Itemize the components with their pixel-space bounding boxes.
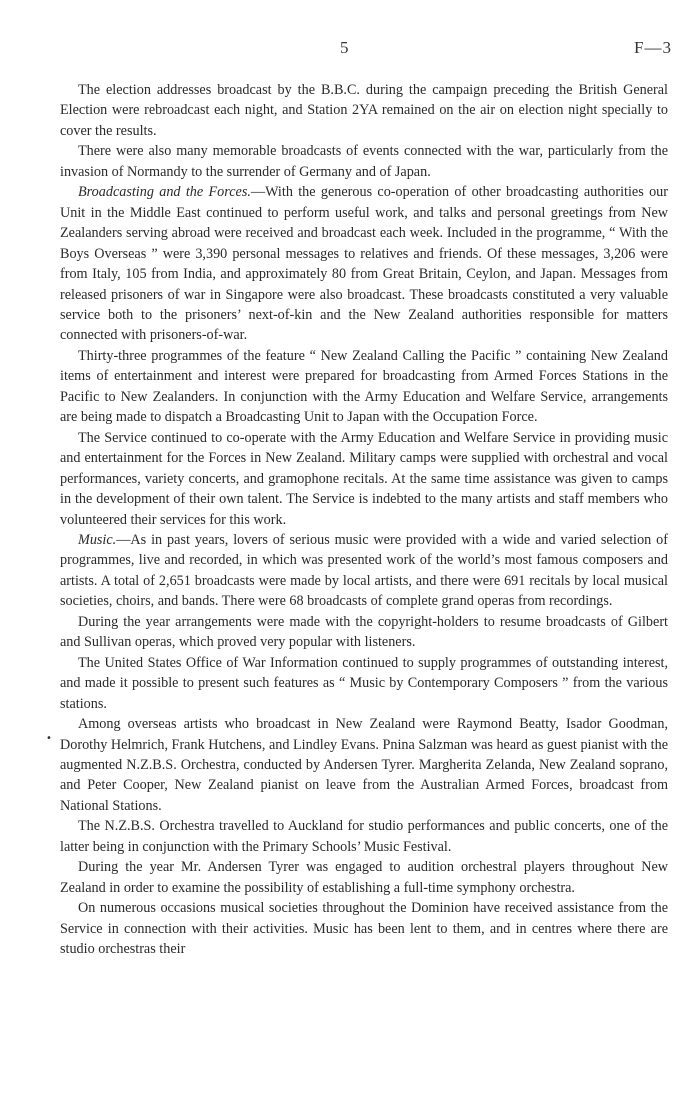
paragraph-gilbert-sullivan: During the year arrangements were made with the copyright-holders to resume broadcasts of Gilbert and Sullivan operas, which proved very popular with listeners. bbox=[60, 613, 668, 651]
paragraph-office-war-information: The United States Office of War Information continued to supply programmes of outstanding interest, and made it possible to present such features as “ Music by Contemporary Composers ” from the various stations. bbox=[60, 654, 668, 712]
paragraph-broadcasting-forces: Broadcasting and the Forces.—With the generous co-operation of other broadcasting authorities our Unit in the Middle East continued to perform useful work, and talks and personal greetings from New Zealanders serving abroad were received and broadcast each week. Included in the programme, “ With the Boys Overseas ” were 3,390 personal messages to relatives and friends. Of these messages, 3,206 were from Italy, 105 from India, and approximately 80 from Great Britain, Ceylon, and Japan. Messages from released prisoners of war in Singapore were also broadcast. These broadcasts constituted a very valuable service both to the prisoners’ next-of-kin and the New Zealand authorities responsible for matters connected with prisoners-of-war. bbox=[60, 184, 668, 344]
paragraph-andersen-tyrer: During the year Mr. Andersen Tyrer was engaged to audition orchestral players throughout New Zealand in order to examine the possibility of establishing a full-time symphony orchestra. bbox=[60, 859, 668, 896]
paragraph-music: Music.—As in past years, lovers of serious music were provided with a wide and varied selection of programmes, live and recorded, in which was presented work of the world’s most famous composers and artists. A total of 2,651 broadcasts were made by local artists, and there were 691 recitals by local musical societies, choirs, and bands. There were 68 broadcasts of complete grand operas from recordings. bbox=[60, 531, 668, 610]
paragraph-army-education: The Service continued to co-operate with the Army Education and Welfare Service in providing music and entertainment for the Forces in New Zealand. Military camps were supplied with orchestral and vocal performances, variety concerts, and gramophone recitals. At the same time assistance was given to camps in the development of their own talent. The Service is indebted to the many artists and staff members who volunteered their services for this work. bbox=[60, 429, 668, 528]
page-number: 5 bbox=[340, 38, 349, 57]
section-heading-forces: Broadcasting and the Forces. bbox=[78, 184, 251, 201]
page-header bbox=[0, 38, 700, 60]
body-text bbox=[60, 80, 668, 959]
paragraph-musical-societies: On numerous occasions musical societies throughout the Dominion have received assistance from the Service in connection with their activities. Music has been lent to them, and in centres where there are studio orchestras their bbox=[60, 900, 668, 958]
paragraph-new-zealand-calling: Thirty-three programmes of the feature “ New Zealand Calling the Pacific ” containing New Zealand items of entertainment and interest were prepared for broadcasting from Armed Forces Stations in the Pacific to New Zealanders. In conjunction with the Army Education and Welfare Service, arrangements are being made to dispatch a Broadcasting Unit to Japan with the Occupation Force. bbox=[60, 347, 668, 426]
paragraph-overseas-artists: Among overseas artists who broadcast in New Zealand were Raymond Beatty, Isador Goodman, Dorothy Helmrich, Frank Hutchens, and Lindley Evans. Pnina Salzman was heard as guest pianist with the augmented N.Z.B.S. Orchestra, conducted by Andersen Tyrer. Margherita Zelanda, New Zealand soprano, and Peter Cooper, New Zealand pianist on leave from the Australian Armed Forces, broadcast from National Stations. bbox=[60, 716, 668, 814]
paragraph-memorable-broadcasts: There were also many memorable broadcasts of events connected with the war, particularly from the invasion of Normandy to the surrender of Germany and of Japan. bbox=[60, 143, 668, 180]
document-reference: F—3 bbox=[634, 38, 672, 57]
paragraph-election-addresses: The election addresses broadcast by the B.B.C. during the campaign preceding the British General Election were rebroadcast each night, and Station 2YA remained on the air on election night specially to cover the results. bbox=[60, 82, 668, 139]
section-heading-music: Music. bbox=[78, 531, 117, 548]
margin-mark: • bbox=[46, 733, 52, 744]
paragraph-orchestra-auckland: The N.Z.B.S. Orchestra travelled to Auckland for studio performances and public concerts, one of the latter being in conjunction with the Primary Schools’ Music Festival. bbox=[60, 818, 668, 855]
